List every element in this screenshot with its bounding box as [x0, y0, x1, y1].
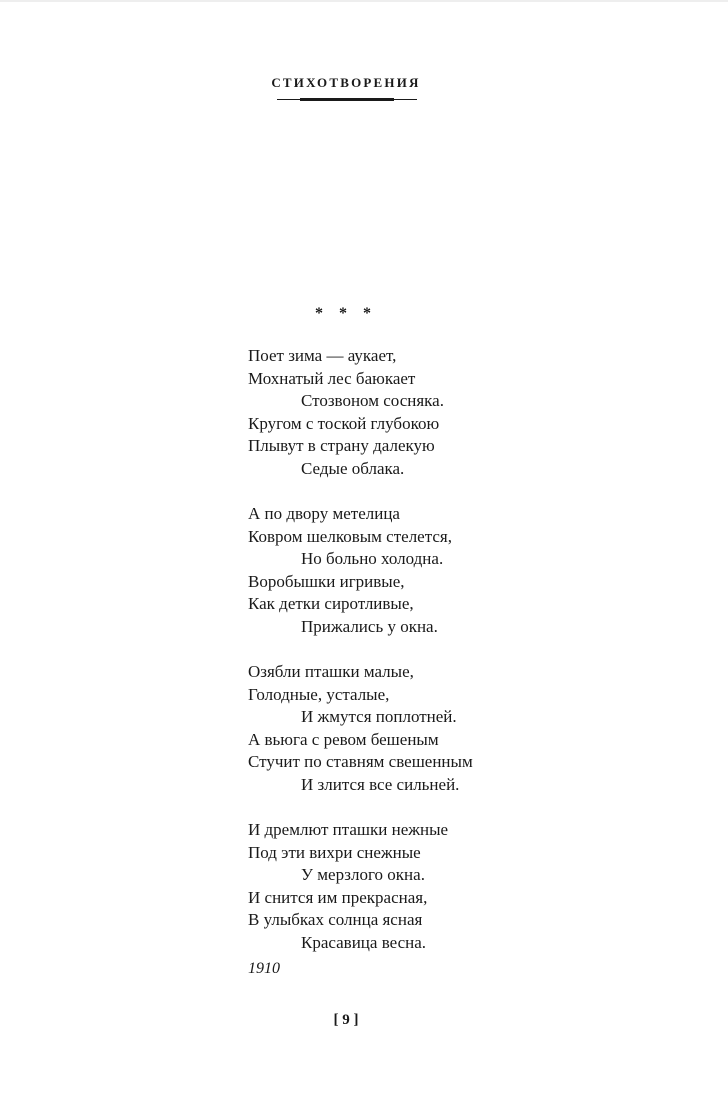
stanza: [248, 345, 688, 480]
poem-line: Ковром шелковым стелется,: [248, 526, 452, 546]
poem-line: Поет зима — аукает,: [248, 346, 397, 365]
poem-line: Под эти вихри снежные: [248, 842, 421, 862]
poem-line: И жмутся поплотней.: [301, 707, 457, 726]
poem-line: И дремлют пташки нежные: [248, 820, 449, 839]
poem-line: Прижались у окна.: [301, 616, 438, 636]
poem-line: Мохнатый лес баюкает: [248, 368, 416, 388]
poem-line: Плывут в страну далекую: [248, 436, 435, 455]
poem-line: И снится им прекрасная,: [248, 887, 428, 907]
poem-separator: * * *: [315, 305, 377, 322]
stanza: [248, 819, 688, 954]
running-head: СТИХОТВОРЕНИЯ: [271, 75, 421, 90]
poem-line: А по двору метелица: [248, 504, 400, 523]
poem-line: Но больно холодна.: [301, 549, 444, 568]
poem-line: И злится все сильней.: [301, 774, 460, 794]
poem-body: [248, 345, 688, 977]
poem-line: Воробышки игривые,: [248, 571, 405, 591]
poem-line: Стучит по ставням свешенным: [248, 752, 473, 771]
page-top-edge: [0, 0, 728, 2]
running-head-rule-accent: [300, 98, 394, 101]
poem-line: Красавица весна.: [301, 932, 427, 952]
stanza: [248, 503, 688, 638]
stanza: [248, 661, 688, 796]
poem-line: А вьюга с ревом бешеным: [248, 729, 439, 749]
poem-line: Седые облака.: [301, 458, 405, 478]
poem-line: Стозвоном сосняка.: [301, 391, 444, 410]
poem-line: Озябли пташки малые,: [248, 662, 414, 681]
poem-line: Как детки сиротливые,: [248, 594, 414, 613]
poem-line: Голодные, усталые,: [248, 684, 390, 704]
page-number: [ 9 ]: [333, 1012, 359, 1028]
poem-date: 1910: [248, 960, 280, 977]
poem-line: Кругом с тоской глубокою: [248, 413, 440, 433]
poem-line: В улыбках солнца ясная: [248, 910, 423, 929]
poem-line: У мерзлого окна.: [301, 865, 425, 884]
